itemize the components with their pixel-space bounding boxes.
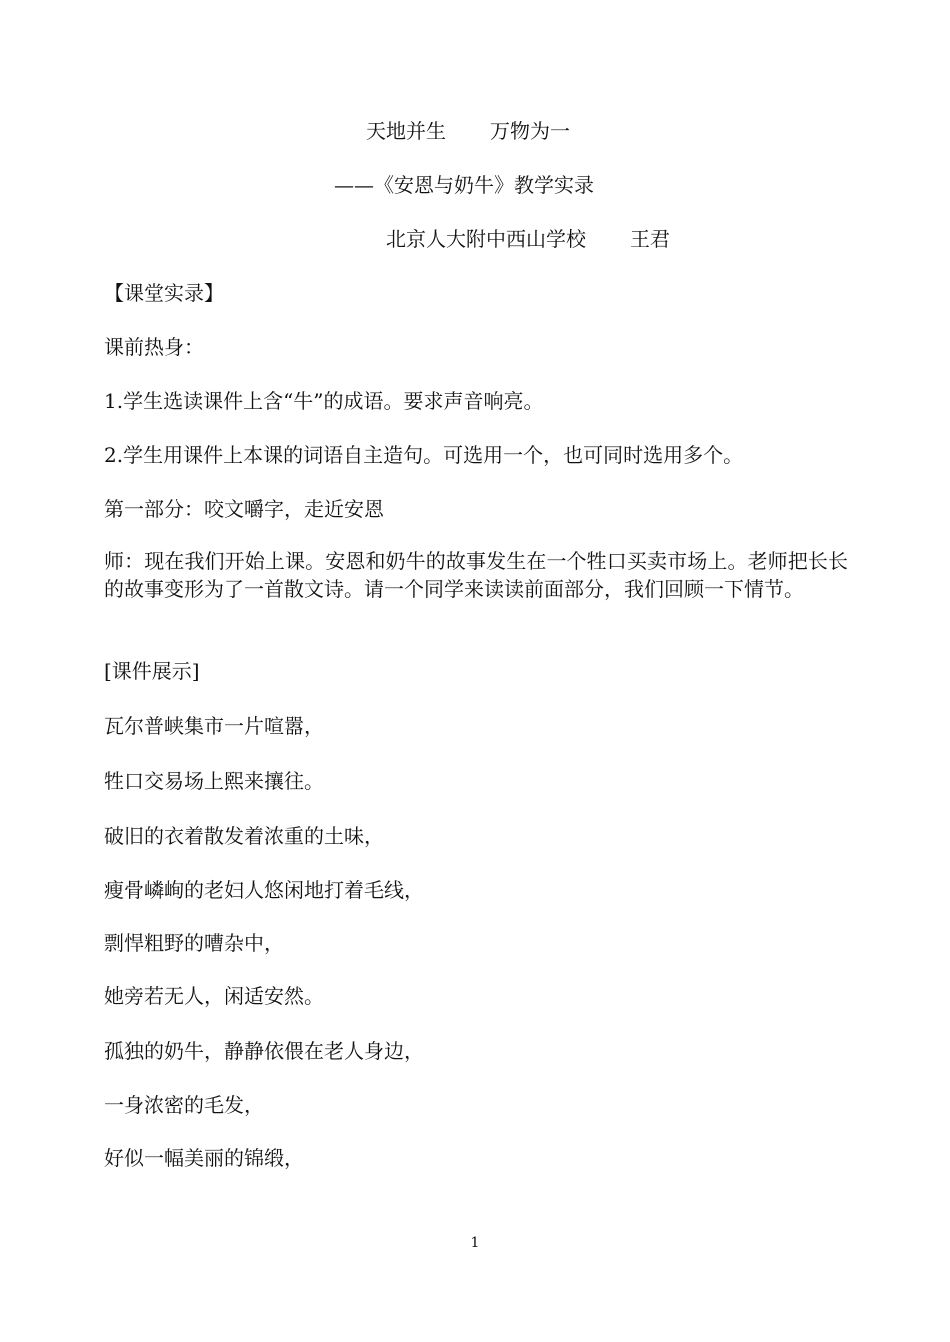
author-line [386,225,670,253]
teacher-paragraph: 师：现在我们开始上课。安恩和奶牛的故事发生在一个牲口买卖市场上。老师把长长的故事变形为了一首散文诗。请一个同学来读读前面部分，我们回顾一下情节。 [104,549,848,601]
poem-line: 瓦尔普峡集市一片喧嚣， [104,714,324,738]
part-one-heading: 第一部分：咬文嚼字，走近安恩 [104,497,384,521]
poem-line: 剽悍粗野的嘈杂中， [104,931,284,955]
section-heading: 【课堂实录】 [104,281,224,305]
author-name: 王君 [630,227,670,251]
poem-line: 好似一幅美丽的锦缎， [104,1146,304,1170]
warmup-item-1: 1.学生选读课件上含“牛”的成语。要求声音响亮。 [104,389,544,413]
author-school: 北京人大附中西山学校 [386,227,586,251]
poem-line: 她旁若无人，闲适安然。 [104,984,324,1008]
title-part-1: 天地并生 [366,119,446,143]
poem-line: 孤独的奶牛，静静依偎在老人身边， [104,1039,424,1063]
warmup-label: 课前热身： [104,335,204,359]
poem-line: 一身浓密的毛发， [104,1093,264,1117]
poem-line: 破旧的衣着散发着浓重的土味， [104,824,384,848]
poem-line: 瘦骨嶙峋的老妇人悠闲地打着毛线， [104,878,424,902]
warmup-item-2: 2.学生用课件上本课的词语自主造句。可选用一个，也可同时选用多个。 [104,443,744,467]
document-title [366,117,570,145]
poem-line: 牲口交易场上熙来攘往。 [104,769,324,793]
title-part-2: 万物为一 [490,119,570,143]
page-number: 1 [470,1235,480,1251]
courseware-label: [课件展示] [104,659,200,683]
document-subtitle: ——《安恩与奶牛》教学实录 [334,173,594,197]
